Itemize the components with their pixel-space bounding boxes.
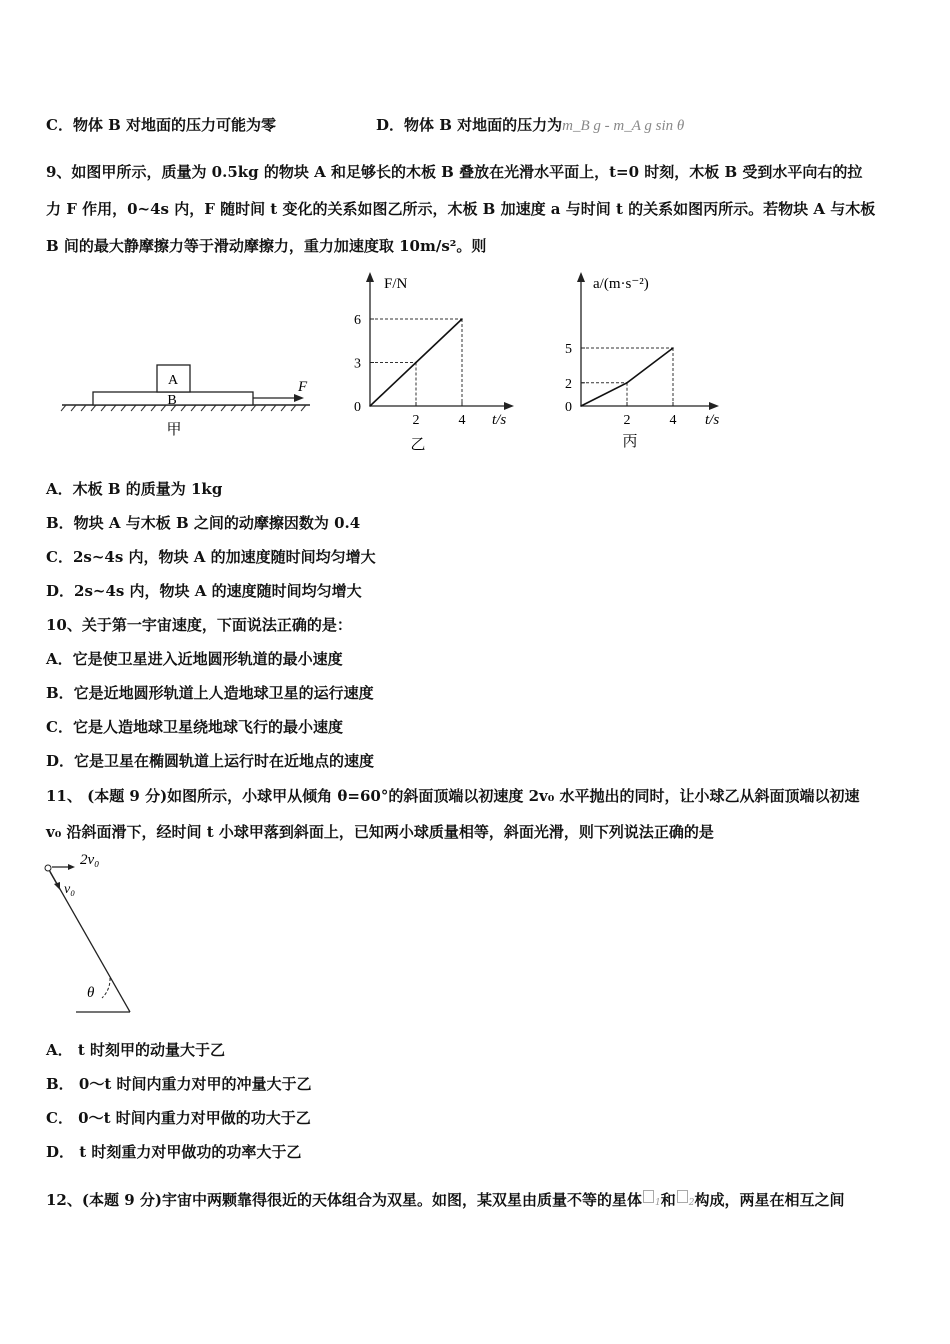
y-axis-label: F/N	[384, 276, 408, 292]
x-axis-arrow	[504, 402, 514, 410]
data-point	[580, 405, 582, 407]
missing-glyph-icon	[643, 1190, 654, 1203]
origin-label: 0	[354, 400, 361, 415]
q9-stem-line1: 9、如图甲所示，质量为 0.5kg 的物块 A 和足够长的木板 B 叠放在光滑水平面上，t=0 时刻，木板 B 受到水平向右的拉	[46, 163, 863, 181]
q10-option-b: B．它是近地圆形轨道上人造地球卫星的运行速度	[46, 684, 374, 702]
q11-option-a: A． t 时刻甲的动量大于乙	[46, 1041, 226, 1059]
caption-jia: 甲	[166, 420, 182, 438]
q9-stem-line3: B 间的最大静摩擦力等于滑动摩擦力，重力加速度取 10m/s²。则	[46, 237, 487, 255]
data-point	[415, 362, 417, 364]
ground-hatch	[61, 405, 306, 411]
x-tick-label: 2	[623, 413, 631, 428]
y-axis-arrow	[366, 272, 374, 282]
y-tick-label: 2	[565, 376, 572, 392]
q10-option-c: C．它是人造地球卫星绕地球飞行的最小速度	[46, 718, 343, 736]
q12-sub2: 2	[688, 1198, 695, 1208]
q11-stem-line2: v₀ 沿斜面滑下，经时间 t 小球甲落到斜面上，已知两小球质量相等，斜面光滑，则下列说法正确的是	[46, 823, 714, 841]
q10-stem: 10、关于第一宇宙速度，下面说法正确的是：	[46, 616, 352, 634]
missing-glyph-icon	[677, 1190, 688, 1203]
q11-stem-line1: 11、 (本题 9 分)如图所示，小球甲从倾角 θ=60°的斜面顶端以初速度 2v₀ 水平抛出的同时，让小球乙从斜面顶端以初速	[46, 787, 860, 805]
x-axis-label: t/s	[492, 412, 507, 428]
x-axis-label: t/s	[705, 412, 720, 428]
ball	[45, 865, 51, 871]
velocity-2v0-head	[68, 864, 75, 870]
q9-option-d: D．2s~4s 内，物块 A 的速度随时间均匀增大	[46, 582, 362, 600]
q11-figure-incline	[40, 848, 160, 1020]
q11-option-b: B． 0～t 时间内重力对甲的冲量大于乙	[46, 1075, 312, 1093]
data-point	[672, 347, 674, 349]
force-arrow-head	[294, 394, 304, 402]
q9-chart-yi	[340, 268, 530, 453]
x-tick-label: 4	[669, 413, 677, 428]
q8-option-c: C．物体 B 对地面的压力可能为零	[46, 116, 277, 134]
x-tick-label: 2	[412, 413, 420, 428]
q11-option-d: D． t 时刻重力对甲做功的功率大于乙	[46, 1143, 302, 1161]
q9-chart-bing	[555, 268, 745, 453]
q10-option-a: A．它是使卫星进入近地圆形轨道的最小速度	[46, 650, 343, 668]
q12-stem	[46, 1190, 844, 1213]
q9-stem-line2: 力 F 作用，0~4s 内，F 随时间 t 变化的关系如图乙所示，木板 B 加速度 a 与时间 t 的关系如图丙所示。若物块 A 与木板	[46, 200, 876, 218]
x-tick-label: 4	[458, 413, 466, 428]
data-point	[626, 382, 628, 384]
q12-stem-a: 12、(本题 9 分)宇宙中两颗靠得很近的天体组合为双星。如图，某双星由质量不等的星体	[46, 1191, 642, 1209]
q8-option-d-text: D．物体 B 对地面的压力为	[376, 116, 563, 134]
q9-option-c: C．2s~4s 内，物块 A 的加速度随时间均匀增大	[46, 548, 376, 566]
data-point	[369, 405, 371, 407]
label-v0: v₀	[64, 882, 76, 897]
caption-bing: 丙	[622, 432, 638, 450]
label-theta: θ	[87, 985, 95, 1001]
q10-option-d: D．它是卫星在椭圆轨道上运行时在近地点的速度	[46, 752, 375, 770]
x-axis-arrow	[709, 402, 719, 410]
series-line	[581, 348, 673, 406]
q11-option-c: C． 0～t 时间内重力对甲做的功大于乙	[46, 1109, 311, 1127]
y-axis-label: a/(m·s⁻²)	[593, 276, 649, 292]
q8-option-d	[376, 115, 684, 136]
q8-option-d-formula: m_B g - m_A g sin θ	[562, 118, 685, 134]
q12-stem-b: 构成，两星在相互之间	[694, 1191, 845, 1209]
data-point	[461, 318, 463, 320]
q9-option-b: B．物块 A 与木板 B 之间的动摩擦因数为 0.4	[46, 514, 361, 532]
caption-yi: 乙	[410, 435, 426, 453]
label-b: B	[167, 393, 177, 408]
y-tick-label: 3	[354, 356, 361, 372]
y-tick-label: 6	[354, 313, 361, 328]
y-tick-label: 5	[565, 342, 572, 357]
q12-and: 和	[660, 1191, 676, 1209]
velocity-v0-head	[54, 882, 60, 890]
label-2v0: 2v₀	[80, 852, 100, 868]
q12-sub1: 1	[654, 1198, 661, 1208]
angle-arc	[102, 978, 110, 998]
label-f: F	[298, 379, 308, 395]
label-a: A	[167, 373, 179, 388]
q9-figure-jia	[60, 355, 320, 445]
q9-option-a: A．木板 B 的质量为 1kg	[46, 480, 223, 498]
origin-label: 0	[565, 400, 572, 415]
y-axis-arrow	[577, 272, 585, 282]
